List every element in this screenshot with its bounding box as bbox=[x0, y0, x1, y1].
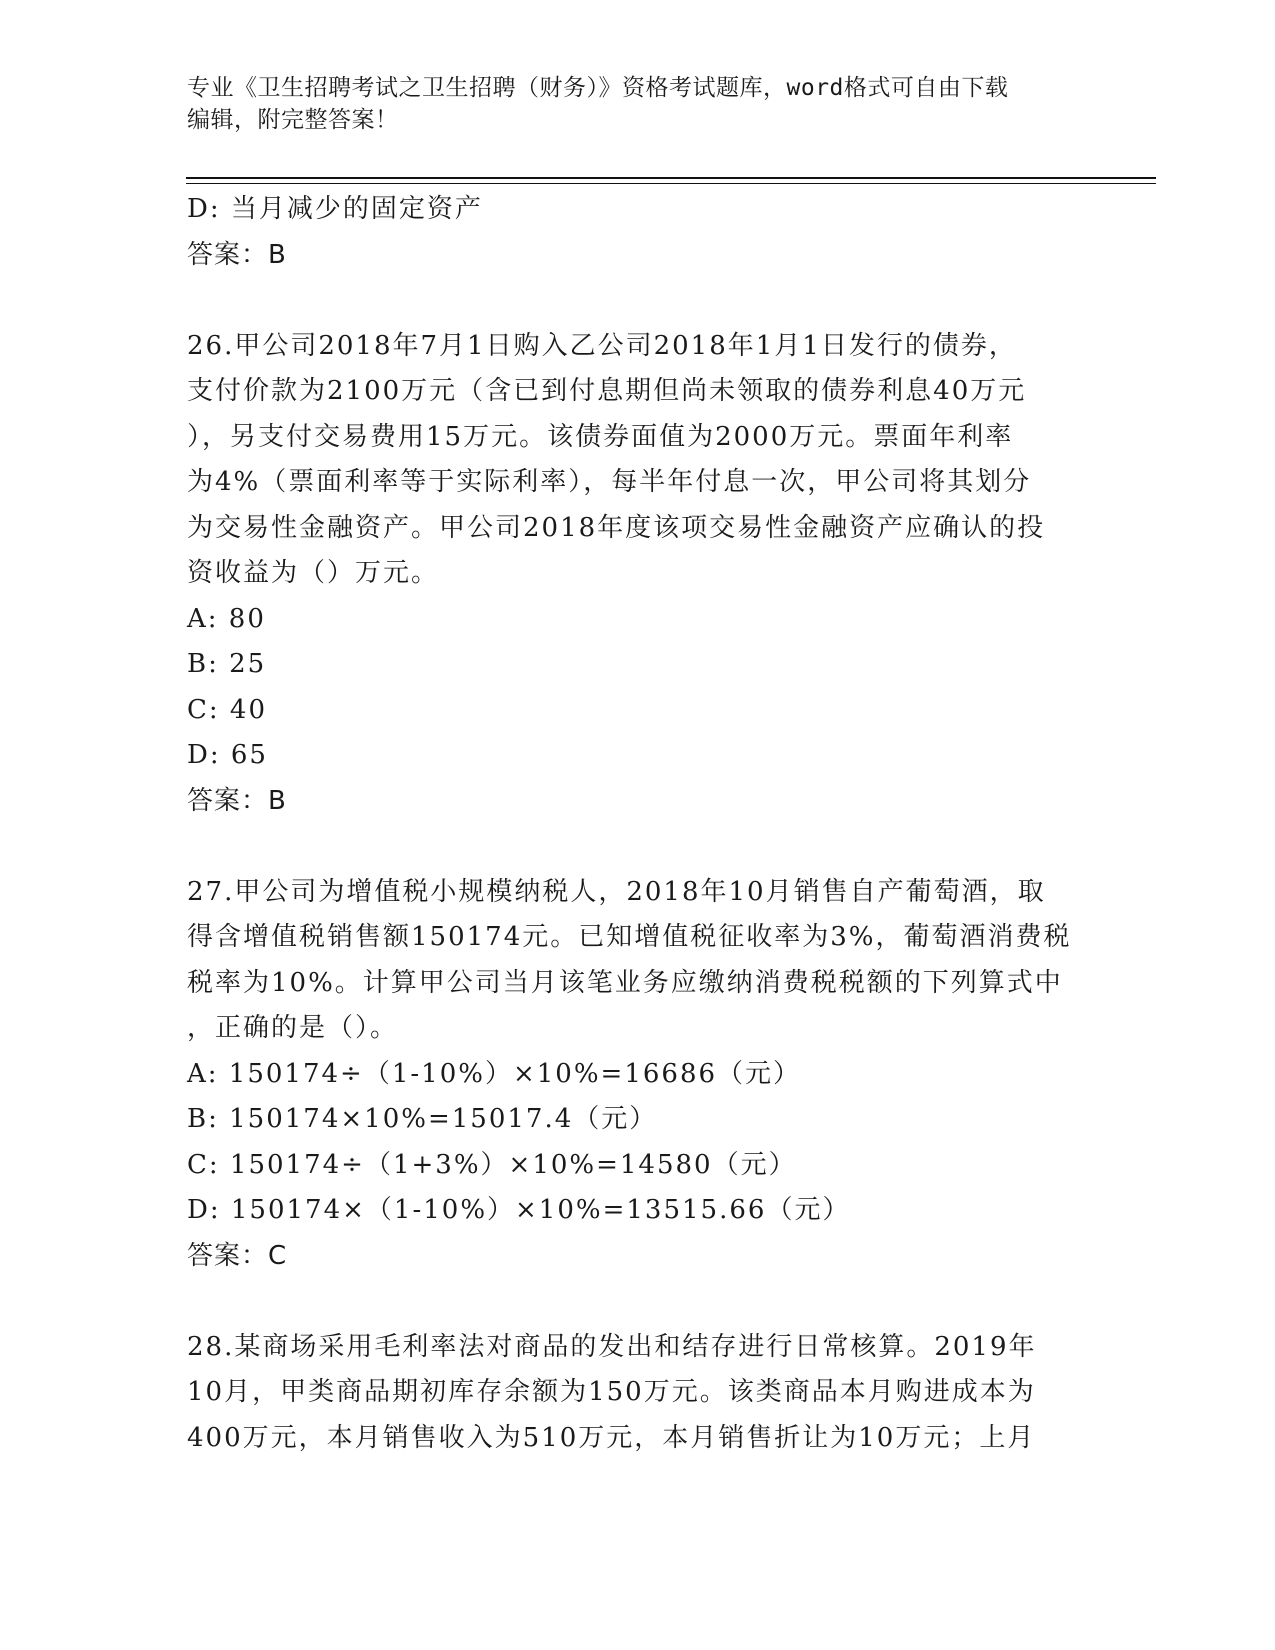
header-line-2: 编辑，附完整答案！ bbox=[187, 107, 399, 133]
header-divider-thick bbox=[186, 177, 1156, 179]
answer-line: 答案：B bbox=[187, 239, 287, 270]
question-text-line: 税率为10%。计算甲公司当月该笔业务应缴纳消费税税额的下列算式中 bbox=[187, 967, 1063, 998]
header-divider-thin bbox=[186, 183, 1156, 184]
header-line-1: 专业《卫生招聘考试之卫生招聘（财务）》资格考试题库，word格式可自由下载 bbox=[187, 75, 1009, 101]
option-a: A: 150174÷（1-10%）×10%=16686（元） bbox=[187, 1058, 802, 1089]
spacer bbox=[187, 1279, 1087, 1325]
option-d: D: 当月减少的固定资产 bbox=[187, 194, 483, 224]
answer-line: 答案：C bbox=[187, 1240, 288, 1271]
question-text-line: 支付价款为2100万元（含已到付息期但尚未领取的债券利息40万元 bbox=[187, 376, 1027, 406]
question-text-line: 10月，甲类商品期初库存余额为150万元。该类商品本月购进成本为 bbox=[187, 1377, 1036, 1407]
question-text-line: 资收益为（）万元。 bbox=[187, 558, 440, 588]
question-text-line: ），另支付交易费用15万元。该债券面值为2000万元。票面年利率 bbox=[187, 421, 1014, 452]
option-c: C: 40 bbox=[187, 694, 268, 725]
question-27 bbox=[187, 870, 1087, 1280]
option-d: D: 65 bbox=[187, 740, 268, 770]
spacer bbox=[187, 278, 1087, 324]
spacer bbox=[187, 824, 1087, 870]
option-d: D: 150174×（1-10%）×10%=13515.66（元） bbox=[187, 1195, 851, 1225]
question-26 bbox=[187, 324, 1087, 825]
option-c: C: 150174÷（1+3%）×10%=14580（元） bbox=[187, 1149, 797, 1180]
question-text-line: 得含增值税销售额150174元。已知增值税征收率为3%，葡萄酒消费税 bbox=[187, 922, 1072, 952]
question-28 bbox=[187, 1325, 1087, 1462]
option-b: B: 150174×10%=15017.4（元） bbox=[187, 1104, 658, 1134]
answer-line: 答案：B bbox=[187, 785, 287, 816]
previous-question-tail bbox=[187, 187, 1087, 278]
question-text-line: 为4%（票面利率等于实际利率），每半年付息一次，甲公司将其划分 bbox=[187, 467, 1032, 497]
question-text-line: 28.某商场采用毛利率法对商品的发出和结存进行日常核算。2019年 bbox=[187, 1331, 1037, 1362]
question-text-line: 400万元，本月销售收入为510万元，本月销售折让为10万元；上月 bbox=[187, 1422, 1036, 1453]
question-text-line: 为交易性金融资产。甲公司2018年度该项交易性金融资产应确认的投 bbox=[187, 512, 1046, 543]
document-header bbox=[187, 72, 1087, 136]
option-a: A: 80 bbox=[187, 603, 266, 634]
question-text-line: 26.甲公司2018年7月1日购入乙公司2018年1月1日发行的债券， bbox=[187, 330, 1017, 361]
question-text-line: ，正确的是（）。 bbox=[187, 1013, 399, 1043]
question-text-line: 27.甲公司为增值税小规模纳税人，2018年10月销售自产葡萄酒，取 bbox=[187, 876, 1046, 907]
document-body bbox=[187, 187, 1087, 1461]
option-b: B: 25 bbox=[187, 649, 267, 679]
